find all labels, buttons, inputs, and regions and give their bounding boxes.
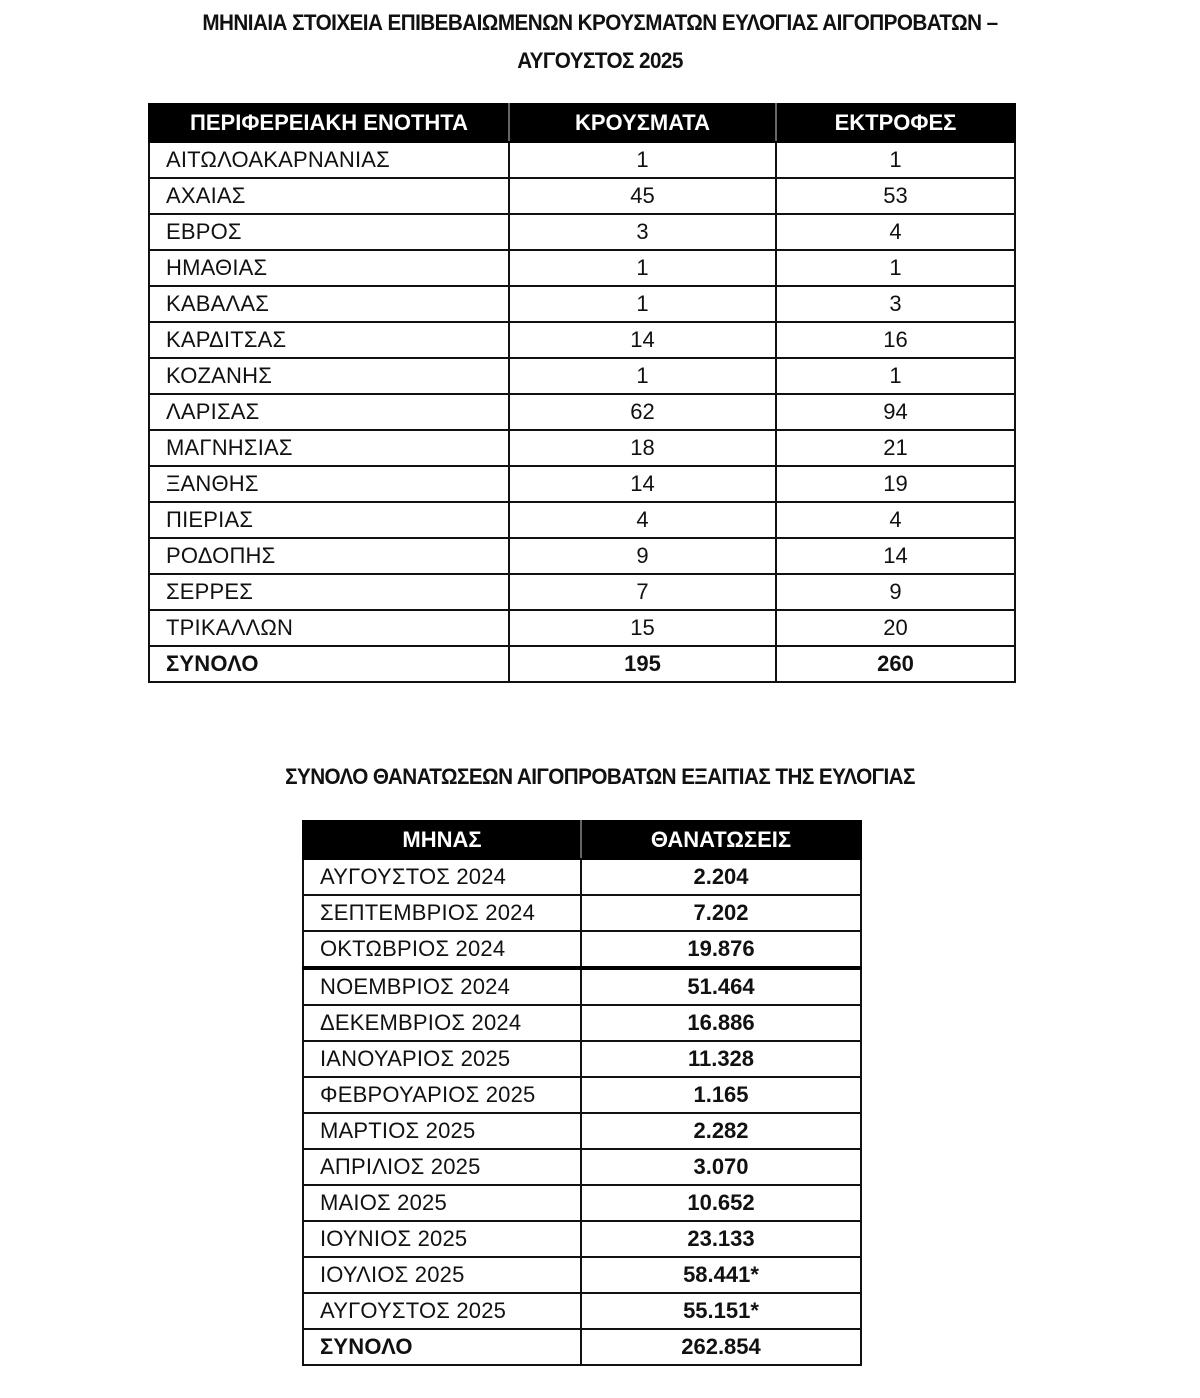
month-cell: ΣΕΠΤΕΜΒΡΙΟΣ 2024 bbox=[303, 895, 581, 931]
table-row bbox=[303, 1185, 861, 1221]
month-cell: ΑΥΓΟΥΣΤΟΣ 2024 bbox=[303, 859, 581, 895]
cases-cell: 14 bbox=[509, 466, 776, 502]
regional-unit-cell: ΤΡΙΚΑΛΛΩΝ bbox=[149, 610, 509, 646]
farms-cell: 1 bbox=[776, 250, 1015, 286]
cases-cell: 1 bbox=[509, 286, 776, 322]
table-row bbox=[303, 968, 861, 1005]
table-row bbox=[149, 538, 1015, 574]
farms-cell: 3 bbox=[776, 286, 1015, 322]
month-cell: ΝΟΕΜΒΡΙΟΣ 2024 bbox=[303, 968, 581, 1005]
month-cell: ΔΕΚΕΜΒΡΙΟΣ 2024 bbox=[303, 1005, 581, 1041]
cases-cell: 7 bbox=[509, 574, 776, 610]
table-row bbox=[303, 1077, 861, 1113]
culls-cell: 19.876 bbox=[581, 931, 861, 968]
cases-by-regional-unit-table bbox=[148, 103, 1016, 683]
farms-cell: 1 bbox=[776, 142, 1015, 178]
culls-cell: 11.328 bbox=[581, 1041, 861, 1077]
column-header-regional-unit: ΠΕΡΙΦΕΡΕΙΑΚΗ ΕΝΟΤΗΤΑ bbox=[149, 104, 509, 142]
table-row bbox=[149, 358, 1015, 394]
document-title-period: ΑΥΓΟΥΣΤΟΣ 2025 bbox=[517, 48, 683, 73]
culls-cell: 55.151* bbox=[581, 1293, 861, 1329]
month-cell: ΙΟΥΛΙΟΣ 2025 bbox=[303, 1257, 581, 1293]
farms-cell: 21 bbox=[776, 430, 1015, 466]
cases-cell: 3 bbox=[509, 214, 776, 250]
table-row bbox=[303, 859, 861, 895]
farms-cell: 9 bbox=[776, 574, 1015, 610]
culls-cell: 2.282 bbox=[581, 1113, 861, 1149]
culls-cell: 16.886 bbox=[581, 1005, 861, 1041]
total-label: ΣΥΝΟΛΟ bbox=[303, 1329, 581, 1365]
table-header-row bbox=[303, 821, 861, 859]
month-cell: ΜΑΙΟΣ 2025 bbox=[303, 1185, 581, 1221]
regional-unit-cell: ΠΙΕΡΙΑΣ bbox=[149, 502, 509, 538]
regional-unit-cell: ΡΟΔΟΠΗΣ bbox=[149, 538, 509, 574]
culls-cell: 3.070 bbox=[581, 1149, 861, 1185]
culls-cell: 23.133 bbox=[581, 1221, 861, 1257]
table-row bbox=[303, 1257, 861, 1293]
regional-unit-cell: ΕΒΡΟΣ bbox=[149, 214, 509, 250]
column-header-month: ΜΗΝΑΣ bbox=[303, 821, 581, 859]
farms-cell: 16 bbox=[776, 322, 1015, 358]
month-cell: ΦΕΒΡΟΥΑΡΙΟΣ 2025 bbox=[303, 1077, 581, 1113]
table-row bbox=[149, 286, 1015, 322]
cases-cell: 14 bbox=[509, 322, 776, 358]
total-cases: 195 bbox=[509, 646, 776, 682]
month-cell: ΟΚΤΩΒΡΙΟΣ 2024 bbox=[303, 931, 581, 968]
culls-section-title: ΣΥΝΟΛΟ ΘΑΝΑΤΩΣΕΩΝ ΑΙΓΟΠΡΟΒΑΤΩΝ ΕΞΑΙΤΙΑΣ ΤΗΣ ΕΥΛΟΓΙΑΣ bbox=[285, 764, 915, 789]
table-row bbox=[149, 178, 1015, 214]
month-cell: ΙΟΥΝΙΟΣ 2025 bbox=[303, 1221, 581, 1257]
column-header-cases: ΚΡΟΥΣΜΑΤΑ bbox=[509, 104, 776, 142]
regional-unit-cell: ΚΑΒΑΛΑΣ bbox=[149, 286, 509, 322]
cases-cell: 9 bbox=[509, 538, 776, 574]
total-row bbox=[149, 646, 1015, 682]
farms-cell: 20 bbox=[776, 610, 1015, 646]
table-row bbox=[149, 502, 1015, 538]
table-row bbox=[149, 142, 1015, 178]
culls-cell: 51.464 bbox=[581, 968, 861, 1005]
culls-cell: 7.202 bbox=[581, 895, 861, 931]
culls-cell: 58.441* bbox=[581, 1257, 861, 1293]
table-row bbox=[149, 466, 1015, 502]
cases-cell: 15 bbox=[509, 610, 776, 646]
cases-cell: 18 bbox=[509, 430, 776, 466]
table-row bbox=[303, 1293, 861, 1329]
table-row bbox=[303, 1005, 861, 1041]
table-row bbox=[303, 931, 861, 968]
culls-cell: 2.204 bbox=[581, 859, 861, 895]
column-header-culls: ΘΑΝΑΤΩΣΕΙΣ bbox=[581, 821, 861, 859]
table-row bbox=[149, 394, 1015, 430]
table-header-row bbox=[149, 104, 1015, 142]
cases-cell: 45 bbox=[509, 178, 776, 214]
total-label: ΣΥΝΟΛΟ bbox=[149, 646, 509, 682]
cases-cell: 4 bbox=[509, 502, 776, 538]
farms-cell: 14 bbox=[776, 538, 1015, 574]
farms-cell: 4 bbox=[776, 502, 1015, 538]
regional-unit-cell: ΗΜΑΘΙΑΣ bbox=[149, 250, 509, 286]
column-header-farms: ΕΚΤΡΟΦΕΣ bbox=[776, 104, 1015, 142]
document-title: ΜΗΝΙΑΙΑ ΣΤΟΙΧΕΙΑ ΕΠΙΒΕΒΑΙΩΜΕΝΩΝ ΚΡΟΥΣΜΑΤΩΝ ΕΥΛΟΓΙΑΣ ΑΙΓΟΠΡΟΒΑΤΩΝ – bbox=[202, 10, 998, 35]
cases-cell: 1 bbox=[509, 250, 776, 286]
month-cell: ΑΥΓΟΥΣΤΟΣ 2025 bbox=[303, 1293, 581, 1329]
regional-unit-cell: ΞΑΝΘΗΣ bbox=[149, 466, 509, 502]
table-row bbox=[149, 250, 1015, 286]
farms-cell: 1 bbox=[776, 358, 1015, 394]
table-row bbox=[303, 1113, 861, 1149]
month-cell: ΙΑΝΟΥΑΡΙΟΣ 2025 bbox=[303, 1041, 581, 1077]
table-row bbox=[149, 214, 1015, 250]
regional-unit-cell: ΛΑΡΙΣΑΣ bbox=[149, 394, 509, 430]
table-row bbox=[303, 1221, 861, 1257]
regional-unit-cell: ΚΟΖΑΝΗΣ bbox=[149, 358, 509, 394]
cases-cell: 1 bbox=[509, 142, 776, 178]
regional-unit-cell: ΑΙΤΩΛΟΑΚΑΡΝΑΝΙΑΣ bbox=[149, 142, 509, 178]
farms-cell: 94 bbox=[776, 394, 1015, 430]
regional-unit-cell: ΣΕΡΡΕΣ bbox=[149, 574, 509, 610]
cases-cell: 1 bbox=[509, 358, 776, 394]
total-culls: 262.854 bbox=[581, 1329, 861, 1365]
total-row bbox=[303, 1329, 861, 1365]
total-farms: 260 bbox=[776, 646, 1015, 682]
cases-cell: 62 bbox=[509, 394, 776, 430]
month-cell: ΜΑΡΤΙΟΣ 2025 bbox=[303, 1113, 581, 1149]
table-row bbox=[149, 574, 1015, 610]
monthly-culls-table bbox=[302, 820, 862, 1366]
table-row bbox=[303, 895, 861, 931]
regional-unit-cell: ΜΑΓΝΗΣΙΑΣ bbox=[149, 430, 509, 466]
farms-cell: 53 bbox=[776, 178, 1015, 214]
table-row bbox=[149, 430, 1015, 466]
regional-unit-cell: ΚΑΡΔΙΤΣΑΣ bbox=[149, 322, 509, 358]
table-row bbox=[149, 610, 1015, 646]
table-row bbox=[303, 1149, 861, 1185]
culls-cell: 1.165 bbox=[581, 1077, 861, 1113]
table-row bbox=[303, 1041, 861, 1077]
regional-unit-cell: ΑΧΑΙΑΣ bbox=[149, 178, 509, 214]
farms-cell: 19 bbox=[776, 466, 1015, 502]
table-row bbox=[149, 322, 1015, 358]
farms-cell: 4 bbox=[776, 214, 1015, 250]
culls-cell: 10.652 bbox=[581, 1185, 861, 1221]
month-cell: ΑΠΡΙΛΙΟΣ 2025 bbox=[303, 1149, 581, 1185]
